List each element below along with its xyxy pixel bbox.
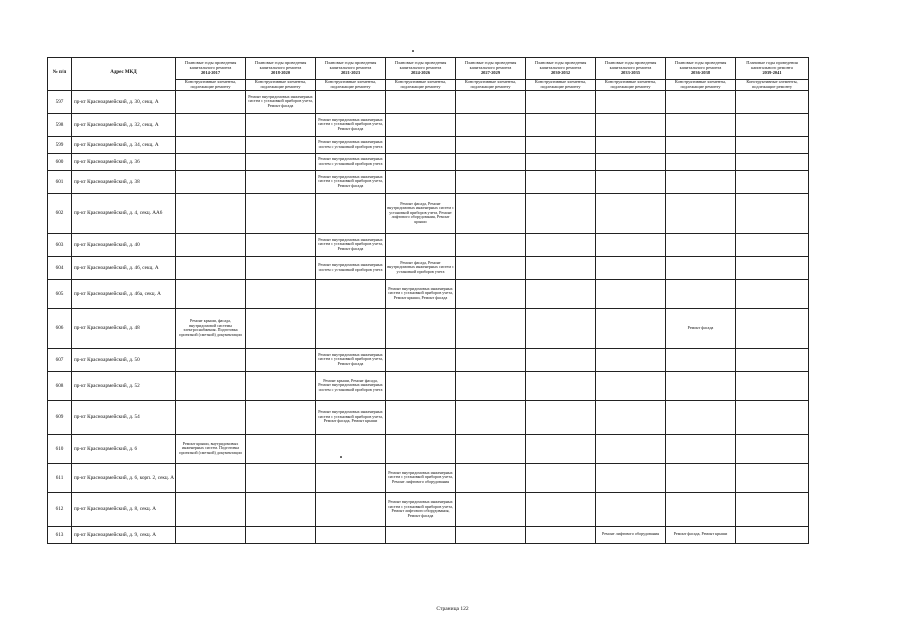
work-cell: [316, 492, 386, 526]
scan-speck: [412, 50, 414, 52]
work-cell: [736, 90, 809, 113]
row-number: 611: [48, 463, 72, 492]
table-row: [48, 371, 809, 400]
row-number: 610: [48, 434, 72, 463]
work-cell: [596, 136, 666, 153]
period-header-5: [456, 58, 526, 80]
row-address: пр-кт Красноармейский, д. 52: [72, 371, 176, 400]
work-cell: [596, 400, 666, 434]
work-cell: [246, 400, 316, 434]
work-cell: [596, 256, 666, 279]
row-number: 608: [48, 371, 72, 400]
work-cell: Ремонт внутридомовых инженерных систем с установкой приборов учета, Ремонт фасада: [316, 170, 386, 193]
work-cell: [176, 526, 246, 543]
work-cell: [456, 348, 526, 371]
row-number: 613: [48, 526, 72, 543]
row-address: пр-кт Красноармейский, д. 40: [72, 233, 176, 256]
period-subheader-8: Конструктивные элементы, подлежащие ремонту: [666, 80, 736, 91]
work-cell: [526, 434, 596, 463]
work-cell: [596, 434, 666, 463]
table-row: [48, 90, 809, 113]
period-title: Плановые годы проведения капитального ремонта: [534, 60, 587, 71]
work-cell: [456, 90, 526, 113]
work-cell: [736, 308, 809, 348]
work-cell: [176, 400, 246, 434]
work-cell: [526, 526, 596, 543]
table-row: [48, 308, 809, 348]
work-cell: [666, 348, 736, 371]
work-cell: [246, 153, 316, 170]
table-row: [48, 113, 809, 136]
table-row: [48, 492, 809, 526]
work-cell: [246, 113, 316, 136]
work-cell: [596, 233, 666, 256]
period-years: 2018-2020: [270, 69, 291, 75]
work-cell: [666, 193, 736, 233]
work-cell: [736, 463, 809, 492]
work-cell: [596, 90, 666, 113]
work-cell: [596, 193, 666, 233]
work-cell: [736, 348, 809, 371]
work-cell: [456, 400, 526, 434]
work-cell: [456, 256, 526, 279]
row-number: 612: [48, 492, 72, 526]
period-header-2: [246, 58, 316, 80]
work-cell: [316, 434, 386, 463]
period-subheader-4: Конструктивные элементы, подлежащие ремонту: [386, 80, 456, 91]
work-cell: [666, 279, 736, 308]
work-cell: [666, 233, 736, 256]
period-years: 2024-2026: [410, 69, 431, 75]
row-address: пр-кт Красноармейский, д. 6, корп. 2, секц. А: [72, 463, 176, 492]
work-cell: [736, 113, 809, 136]
work-cell: [666, 371, 736, 400]
work-cell: [176, 492, 246, 526]
period-header-3: [316, 58, 386, 80]
work-cell: [246, 170, 316, 193]
work-cell: [176, 113, 246, 136]
row-number: 600: [48, 153, 72, 170]
row-address: пр-кт Красноармейский, д. 9, секц. А: [72, 526, 176, 543]
scan-speck: [340, 456, 342, 458]
work-cell: [246, 136, 316, 153]
table-row: [48, 136, 809, 153]
work-cell: [386, 371, 456, 400]
work-cell: Ремонт фасада, Ремонт крыши: [666, 526, 736, 543]
row-address: пр-кт Красноармейский, д. 54: [72, 400, 176, 434]
work-cell: [176, 348, 246, 371]
work-cell: [456, 463, 526, 492]
row-address: пр-кт Красноармейский, д. 36: [72, 153, 176, 170]
period-subheader-9: Конструктивные элементы, подлежащие ремонту: [736, 80, 809, 91]
work-cell: [596, 463, 666, 492]
row-address: пр-кт Красноармейский, д. 50: [72, 348, 176, 371]
work-cell: [316, 279, 386, 308]
row-address: пр-кт Красноармейский, д. 34, секц. А: [72, 136, 176, 153]
work-cell: [246, 193, 316, 233]
work-cell: [596, 153, 666, 170]
work-cell: Ремонт фасада, Ремонт внутридомовых инженерных систем с установкой приборов учета, Ремонт лифтового оборудования, Ремонт крыши: [386, 193, 456, 233]
work-cell: [456, 492, 526, 526]
period-title: Плановые годы проведения капитального ремонта: [394, 60, 447, 71]
row-number: 607: [48, 348, 72, 371]
period-years: 2021-2023: [340, 69, 361, 75]
period-years: 2027-2029: [480, 69, 501, 75]
work-cell: [386, 170, 456, 193]
row-address: пр-кт Красноармейский, д. 4, секц. АА6: [72, 193, 176, 233]
table-row: [48, 153, 809, 170]
work-cell: [246, 463, 316, 492]
work-cell: Ремонт крыши, Ремонт фасада, Ремонт внутридомовых инженерных систем с установкой приборов учета: [316, 371, 386, 400]
period-years: 2014-2017: [200, 69, 221, 75]
work-cell: [456, 136, 526, 153]
work-cell: [736, 492, 809, 526]
work-cell: Ремонт внутридомовых инженерных систем с установкой приборов учета: [316, 256, 386, 279]
work-cell: [246, 279, 316, 308]
num-column-header: № п/п: [48, 58, 72, 91]
work-cell: [456, 113, 526, 136]
row-number: 606: [48, 308, 72, 348]
table-row: [48, 526, 809, 543]
work-cell: [316, 90, 386, 113]
work-cell: [736, 279, 809, 308]
period-header-1: [176, 58, 246, 80]
work-cell: [666, 400, 736, 434]
work-cell: [526, 233, 596, 256]
work-cell: [246, 348, 316, 371]
work-cell: [526, 279, 596, 308]
work-cell: [176, 233, 246, 256]
period-subheader-6: Конструктивные элементы, подлежащие ремонту: [526, 80, 596, 91]
work-cell: [176, 279, 246, 308]
work-cell: [176, 170, 246, 193]
work-cell: [386, 153, 456, 170]
work-cell: [386, 233, 456, 256]
period-header-4: [386, 58, 456, 80]
period-header-9: [736, 58, 809, 80]
row-number: 597: [48, 90, 72, 113]
work-cell: [386, 400, 456, 434]
work-cell: [526, 153, 596, 170]
row-number: 601: [48, 170, 72, 193]
work-cell: [666, 170, 736, 193]
period-subheader-2: Конструктивные элементы, подлежащие ремонту: [246, 80, 316, 91]
row-number: 603: [48, 233, 72, 256]
work-cell: [596, 279, 666, 308]
period-title: Плановые годы проведения капитального ремонта: [324, 60, 377, 71]
work-cell: [736, 136, 809, 153]
work-cell: [736, 153, 809, 170]
row-address: пр-кт Красноармейский, д. 8, секц. А: [72, 492, 176, 526]
table-row: [48, 434, 809, 463]
repair-schedule-table: [47, 57, 809, 544]
row-address: пр-кт Красноармейский, д. 30, секц. А: [72, 90, 176, 113]
work-cell: [456, 434, 526, 463]
work-cell: Ремонт внутридомовых инженерных систем с установкой приборов учета, Ремонт фасада, Ремонт крыши: [316, 400, 386, 434]
row-number: 599: [48, 136, 72, 153]
work-cell: [386, 348, 456, 371]
row-address: пр-кт Красноармейский, д. 48: [72, 308, 176, 348]
period-title: Плановые годы проведения капитального ремонта: [184, 60, 237, 71]
work-cell: [736, 434, 809, 463]
work-cell: [526, 136, 596, 153]
work-cell: [456, 153, 526, 170]
table-row: [48, 233, 809, 256]
work-cell: [316, 193, 386, 233]
work-cell: [736, 400, 809, 434]
work-cell: [666, 153, 736, 170]
period-years: 2033-2035: [620, 69, 641, 75]
work-cell: [736, 170, 809, 193]
period-years: 2036-2038: [690, 69, 711, 75]
row-number: 604: [48, 256, 72, 279]
work-cell: [526, 256, 596, 279]
work-cell: [386, 526, 456, 543]
work-cell: [736, 256, 809, 279]
work-cell: Ремонт лифтового оборудования: [596, 526, 666, 543]
period-title: Плановые годы проведения капитального ремонта: [254, 60, 307, 71]
work-cell: [736, 371, 809, 400]
work-cell: [316, 526, 386, 543]
row-number: 605: [48, 279, 72, 308]
work-cell: [246, 371, 316, 400]
work-cell: [526, 463, 596, 492]
work-cell: [596, 170, 666, 193]
work-cell: Ремонт внутридомовых инженерных систем с установкой приборов учета, Ремонт лифтового оборудования: [386, 463, 456, 492]
work-cell: Ремонт крыши, фасада, внутридомовой системы электроснабжения. Подготовка проектной (сметной) документации: [176, 308, 246, 348]
work-cell: [176, 193, 246, 233]
work-cell: [386, 136, 456, 153]
table-row: [48, 279, 809, 308]
table-row: [48, 400, 809, 434]
work-cell: [666, 90, 736, 113]
work-cell: [666, 256, 736, 279]
work-cell: [526, 113, 596, 136]
work-cell: [526, 308, 596, 348]
work-cell: Ремонт внутридомовых инженерных систем с установкой приборов учета, Ремонт фасада: [316, 348, 386, 371]
period-title: Плановые годы проведения капитального ремонта: [464, 60, 517, 71]
work-cell: Ремонт внутридомовых инженерных систем с установкой приборов учета, Ремонт лифтового оборудования, Ремонт фасада: [386, 492, 456, 526]
work-cell: [176, 371, 246, 400]
work-cell: [176, 153, 246, 170]
register-table-sheet: [47, 57, 808, 544]
work-cell: [176, 256, 246, 279]
work-cell: [456, 526, 526, 543]
work-cell: [596, 492, 666, 526]
work-cell: [526, 170, 596, 193]
page-number: Страница 122: [436, 606, 469, 612]
row-number: 598: [48, 113, 72, 136]
table-row: [48, 193, 809, 233]
row-number: 609: [48, 400, 72, 434]
period-subheader-5: Конструктивные элементы, подлежащие ремонту: [456, 80, 526, 91]
period-header-7: [596, 58, 666, 80]
work-cell: [386, 434, 456, 463]
work-cell: [666, 463, 736, 492]
work-cell: [666, 492, 736, 526]
address-column-header: Адрес МКД: [72, 58, 176, 91]
work-cell: Ремонт внутридомовых инженерных систем с установкой приборов учета, Ремонт крыши, Ремонт фасада: [386, 279, 456, 308]
row-address: пр-кт Красноармейский, д. 38: [72, 170, 176, 193]
work-cell: [456, 308, 526, 348]
row-address: пр-кт Красноармейский, д. 46а, секц. А: [72, 279, 176, 308]
work-cell: Ремонт внутридомовых инженерных систем с установкой приборов учета: [316, 153, 386, 170]
work-cell: [736, 193, 809, 233]
period-subheader-1: Конструктивные элементы, подлежащие ремонту: [176, 80, 246, 91]
work-cell: [246, 256, 316, 279]
work-cell: [176, 90, 246, 113]
period-years: 2030-2032: [550, 69, 571, 75]
work-cell: [666, 113, 736, 136]
work-cell: [386, 113, 456, 136]
work-cell: [386, 308, 456, 348]
period-title: Плановые годы проведения капитального ремонта: [674, 60, 727, 71]
period-years: 2039-2041: [762, 69, 782, 75]
table-header: [48, 58, 809, 91]
work-cell: [456, 233, 526, 256]
table-body: [48, 90, 809, 543]
work-cell: [456, 371, 526, 400]
work-cell: [526, 193, 596, 233]
work-cell: [596, 348, 666, 371]
work-cell: [526, 90, 596, 113]
work-cell: [456, 170, 526, 193]
work-cell: Ремонт фасада, Ремонт внутридомовых инженерных систем с установкой приборов учета: [386, 256, 456, 279]
table-row: [48, 463, 809, 492]
work-cell: [456, 193, 526, 233]
work-cell: [246, 308, 316, 348]
work-cell: [666, 136, 736, 153]
work-cell: [176, 136, 246, 153]
work-cell: [526, 348, 596, 371]
work-cell: Ремонт внутридомовых инженерных систем с установкой приборов учета, Ремонт фасада: [246, 90, 316, 113]
row-number: 602: [48, 193, 72, 233]
work-cell: Ремонт внутридомовых инженерных систем с установкой приборов учета, Ремонт фасада: [316, 233, 386, 256]
row-address: пр-кт Красноармейский, д. 6: [72, 434, 176, 463]
table-row: [48, 170, 809, 193]
work-cell: [456, 279, 526, 308]
work-cell: Ремонт крыши, внутридомовых инженерных систем. Подготовка проектной (сметной) документации: [176, 434, 246, 463]
work-cell: [526, 371, 596, 400]
work-cell: [596, 113, 666, 136]
work-cell: Ремонт фасада: [666, 308, 736, 348]
work-cell: [246, 233, 316, 256]
row-address: пр-кт Красноармейский, д. 32, секц. А: [72, 113, 176, 136]
row-address: пр-кт Красноармейский, д. 46, секц. А: [72, 256, 176, 279]
table-row: [48, 348, 809, 371]
work-cell: [176, 463, 246, 492]
table-row: [48, 256, 809, 279]
work-cell: [666, 434, 736, 463]
work-cell: [596, 308, 666, 348]
work-cell: [316, 308, 386, 348]
period-subheader-7: Конструктивные элементы, подлежащие ремонту: [596, 80, 666, 91]
work-cell: [316, 463, 386, 492]
period-header-8: [666, 58, 736, 80]
work-cell: [596, 371, 666, 400]
period-header-6: [526, 58, 596, 80]
work-cell: [246, 526, 316, 543]
work-cell: [526, 492, 596, 526]
work-cell: [246, 492, 316, 526]
work-cell: Ремонт внутридомовых инженерных систем с установкой приборов учета, Ремонт фасада: [316, 113, 386, 136]
period-subheader-3: Конструктивные элементы, подлежащие ремонту: [316, 80, 386, 91]
work-cell: [386, 90, 456, 113]
work-cell: [736, 233, 809, 256]
work-cell: [246, 434, 316, 463]
period-title: Плановые годы проведения капитального ремонта: [604, 60, 657, 71]
work-cell: [526, 400, 596, 434]
work-cell: Ремонт внутридомовых инженерных систем с установкой приборов учета: [316, 136, 386, 153]
work-cell: [736, 526, 809, 543]
period-title: Плановые годы проведения капитального ремонта: [746, 60, 798, 71]
